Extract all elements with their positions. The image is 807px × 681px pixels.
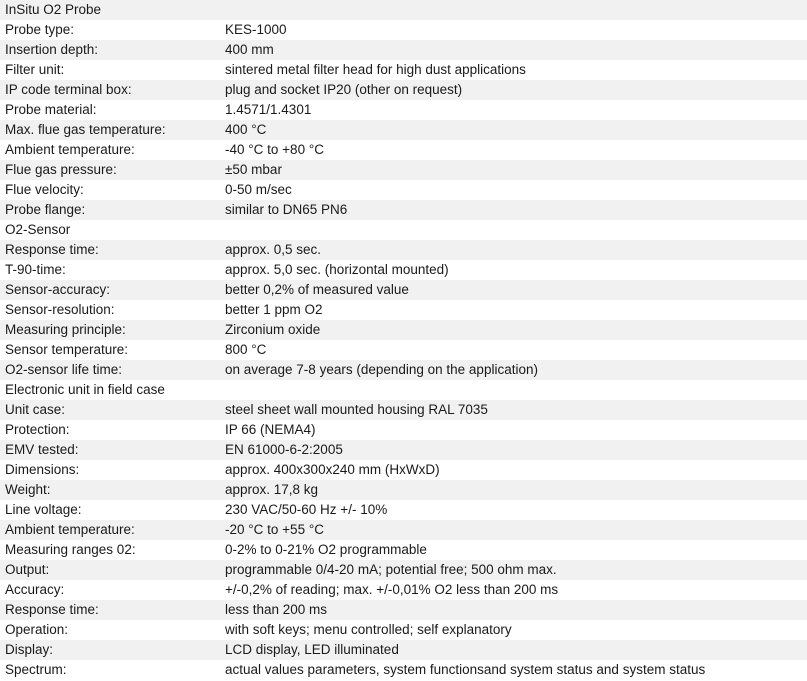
spec-label: Flue velocity: <box>0 180 220 200</box>
spec-value: approx. 400x300x240 mm (HxWxD) <box>220 460 807 480</box>
section-header-row <box>0 380 807 400</box>
spec-value: with soft keys; menu controlled; self explanatory <box>220 620 807 640</box>
table-row <box>0 100 807 120</box>
spec-value: 230 VAC/50-60 Hz +/- 10% <box>220 500 807 520</box>
spec-value: approx. 17,8 kg <box>220 480 807 500</box>
spec-value: 800 °C <box>220 340 807 360</box>
table-row <box>0 440 807 460</box>
spec-value: sintered metal filter head for high dust applications <box>220 60 807 80</box>
spec-value: KES-1000 <box>220 20 807 40</box>
spec-value: IP 66 (NEMA4) <box>220 420 807 440</box>
spec-value: programmable 0/4-20 mA; potential free; 500 ohm max. <box>220 560 807 580</box>
spec-value: steel sheet wall mounted housing RAL 7035 <box>220 400 807 420</box>
table-row <box>0 660 807 680</box>
table-row <box>0 480 807 500</box>
spec-label: Sensor temperature: <box>0 340 220 360</box>
section-header-row <box>0 220 807 240</box>
section-header-row <box>0 0 807 20</box>
spec-label: Max. flue gas temperature: <box>0 120 220 140</box>
spec-label: Insertion depth: <box>0 40 220 60</box>
spec-label: Response time: <box>0 600 220 620</box>
spec-value: 400 mm <box>220 40 807 60</box>
table-row <box>0 600 807 620</box>
spec-label: Probe type: <box>0 20 220 40</box>
spec-label: Sensor-accuracy: <box>0 280 220 300</box>
spec-value: +/-0,2% of reading; max. +/-0,01% O2 less than 200 ms <box>220 580 807 600</box>
table-row <box>0 120 807 140</box>
table-row <box>0 360 807 380</box>
spec-label: Filter unit: <box>0 60 220 80</box>
spec-value: Zirconium oxide <box>220 320 807 340</box>
section-value <box>220 380 807 400</box>
spec-label: Ambient temperature: <box>0 140 220 160</box>
table-row <box>0 640 807 660</box>
table-row <box>0 420 807 440</box>
spec-label: Protection: <box>0 420 220 440</box>
spec-label: O2-sensor life time: <box>0 360 220 380</box>
table-row <box>0 180 807 200</box>
spec-value: 0-50 m/sec <box>220 180 807 200</box>
spec-label: EMV tested: <box>0 440 220 460</box>
spec-value: plug and socket IP20 (other on request) <box>220 80 807 100</box>
table-row <box>0 620 807 640</box>
table-row <box>0 560 807 580</box>
table-row <box>0 460 807 480</box>
spec-label: IP code terminal box: <box>0 80 220 100</box>
spec-label: Spectrum: <box>0 660 220 680</box>
table-row <box>0 320 807 340</box>
spec-value: ±50 mbar <box>220 160 807 180</box>
spec-label: Response time: <box>0 240 220 260</box>
spec-label: Dimensions: <box>0 460 220 480</box>
section-value <box>220 0 807 20</box>
table-row <box>0 160 807 180</box>
table-row <box>0 140 807 160</box>
table-row <box>0 500 807 520</box>
spec-value: 400 °C <box>220 120 807 140</box>
table-row <box>0 300 807 320</box>
spec-value: LCD display, LED illuminated <box>220 640 807 660</box>
table-row <box>0 240 807 260</box>
spec-label: Measuring ranges 02: <box>0 540 220 560</box>
spec-label: Flue gas pressure: <box>0 160 220 180</box>
section-label: O2-Sensor <box>0 220 220 240</box>
spec-label: Accuracy: <box>0 580 220 600</box>
spec-value: approx. 5,0 sec. (horizontal mounted) <box>220 260 807 280</box>
spec-value: less than 200 ms <box>220 600 807 620</box>
spec-value: 0-2% to 0-21% O2 programmable <box>220 540 807 560</box>
spec-value: similar to DN65 PN6 <box>220 200 807 220</box>
section-label: InSitu O2 Probe <box>0 0 220 20</box>
spec-value: 1.4571/1.4301 <box>220 100 807 120</box>
table-row <box>0 400 807 420</box>
spec-label: Line voltage: <box>0 500 220 520</box>
table-row <box>0 20 807 40</box>
table-row <box>0 40 807 60</box>
table-row <box>0 200 807 220</box>
table-row <box>0 80 807 100</box>
spec-value: better 0,2% of measured value <box>220 280 807 300</box>
spec-label: Measuring principle: <box>0 320 220 340</box>
section-value <box>220 220 807 240</box>
table-row <box>0 280 807 300</box>
spec-value: on average 7-8 years (depending on the application) <box>220 360 807 380</box>
table-row <box>0 540 807 560</box>
spec-label: Operation: <box>0 620 220 640</box>
spec-label: Unit case: <box>0 400 220 420</box>
spec-label: Display: <box>0 640 220 660</box>
spec-label: Probe flange: <box>0 200 220 220</box>
table-row <box>0 520 807 540</box>
spec-label: Weight: <box>0 480 220 500</box>
table-row <box>0 340 807 360</box>
table-row <box>0 260 807 280</box>
table-row <box>0 60 807 80</box>
spec-value: better 1 ppm O2 <box>220 300 807 320</box>
spec-value: EN 61000-6-2:2005 <box>220 440 807 460</box>
spec-value: -20 °C to +55 °C <box>220 520 807 540</box>
spec-label: Ambient temperature: <box>0 520 220 540</box>
spec-label: Output: <box>0 560 220 580</box>
table-row <box>0 580 807 600</box>
section-label: Electronic unit in field case <box>0 380 220 400</box>
spec-label: Probe material: <box>0 100 220 120</box>
spec-value: approx. 0,5 sec. <box>220 240 807 260</box>
spec-value: actual values parameters, system functionsand system status and system status <box>220 660 807 680</box>
spec-label: Sensor-resolution: <box>0 300 220 320</box>
spec-label: T-90-time: <box>0 260 220 280</box>
spec-value: -40 °C to +80 °C <box>220 140 807 160</box>
